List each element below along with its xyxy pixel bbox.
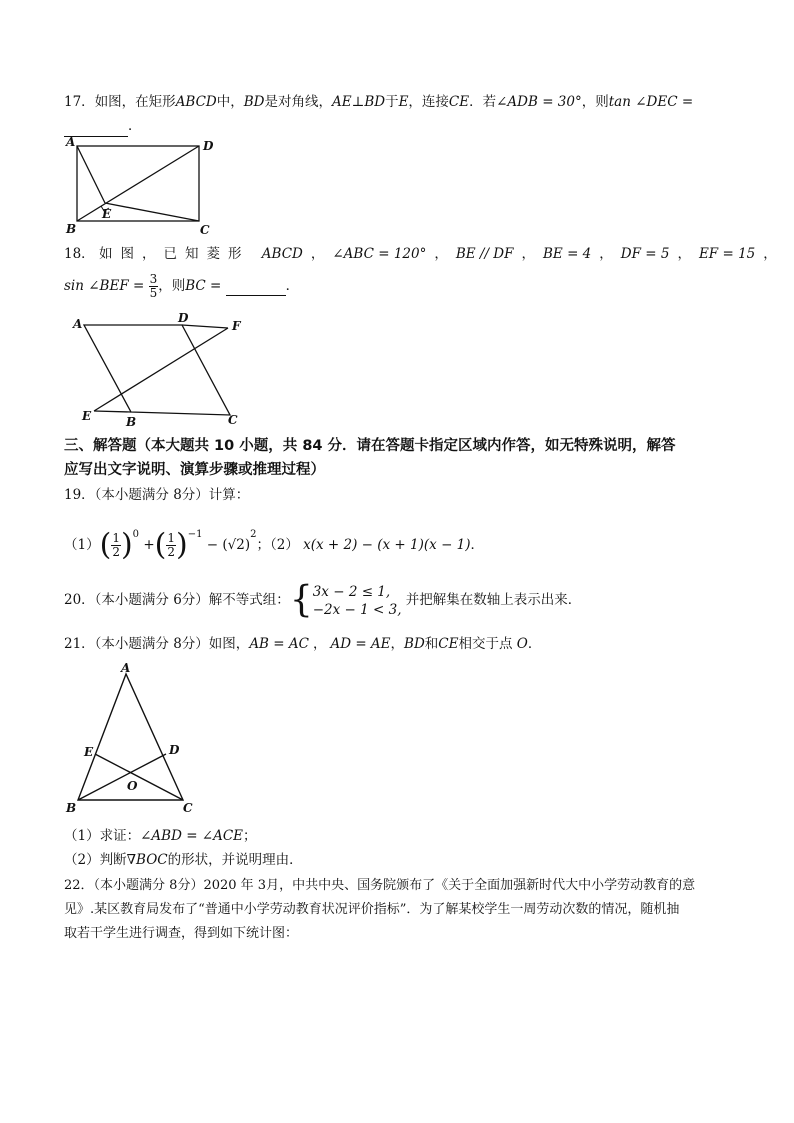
q18-char: 形 bbox=[227, 246, 250, 262]
q19-expressions bbox=[64, 515, 484, 565]
exponent-zero: 0 bbox=[132, 529, 140, 540]
label-c: C bbox=[200, 223, 210, 237]
q20-tail: 并把解集在数轴上表示出来． bbox=[405, 592, 582, 608]
section-header-line1: 三、解答题（本大题共 10 小题，共 84 分．请在答题卡指定区域内作答，如无特殊说明，解答 bbox=[64, 438, 676, 454]
paren-left: ( bbox=[154, 527, 167, 563]
segment-ce bbox=[95, 754, 183, 800]
math-ef: EF = 15 bbox=[698, 246, 756, 262]
paren-right: ) bbox=[176, 527, 188, 563]
inequality-1: 3x − 2 ≤ 1, bbox=[312, 583, 391, 600]
math-be: BE = 4 bbox=[543, 246, 592, 262]
label-b: B bbox=[66, 222, 77, 236]
math-angle-abc: ∠ABC = 120° bbox=[332, 246, 427, 262]
math-e: E bbox=[398, 94, 409, 110]
math-ad-ae: AD = AE bbox=[330, 636, 391, 652]
answer-blank bbox=[226, 277, 286, 296]
math-bd: BD bbox=[404, 636, 425, 652]
q17-text: 于 bbox=[385, 94, 399, 110]
math-ce: CE bbox=[448, 94, 470, 110]
label-a: A bbox=[73, 317, 83, 331]
math-df: DF = 5 bbox=[620, 246, 670, 262]
segment-df bbox=[182, 325, 228, 328]
frac-den: 2 bbox=[167, 545, 176, 559]
brace-left: { bbox=[289, 579, 313, 621]
q17-text: 如图，在矩形 bbox=[94, 94, 176, 110]
q21-triangle-figure bbox=[62, 660, 212, 820]
q18-char: 已 bbox=[163, 246, 185, 262]
math-expr2: x(x + 2) − (x + 1)(x − 1) bbox=[303, 537, 471, 553]
label-e: E bbox=[84, 745, 94, 759]
q17-text: ，则 bbox=[581, 94, 609, 110]
q21-text: 相交于点 bbox=[458, 636, 513, 652]
segment-ef bbox=[94, 328, 228, 411]
q21-lead: 21．（本小题满分 8分）如图， bbox=[64, 636, 250, 652]
math-sin-bef: sin ∠BEF = bbox=[64, 278, 145, 294]
math-triangle-boc: ∇BOC bbox=[126, 852, 168, 868]
exponent-neg-one: −1 bbox=[187, 529, 203, 540]
q19-header: 19．（本小题满分 8分）计算： bbox=[64, 487, 250, 503]
math-be-parallel-df: BE // DF bbox=[455, 246, 514, 262]
q17-line2 bbox=[64, 116, 142, 137]
frac-num: 3 bbox=[149, 272, 158, 286]
q18-line2 bbox=[64, 270, 299, 302]
q20-line bbox=[64, 580, 581, 620]
q22-line2: 见》.某区教育局发布了“普通中小学劳动教育状况评价指标”．为了解某校学生一周劳动次数的情况，随机抽 bbox=[64, 902, 680, 917]
plus-sign: + bbox=[143, 537, 155, 553]
label-b: B bbox=[66, 801, 77, 815]
q20-lead: 20．（本小题满分 6分）解不等式组： bbox=[64, 592, 290, 608]
label-d: D bbox=[178, 311, 189, 325]
math-ce: CE bbox=[438, 636, 459, 652]
label-f: F bbox=[232, 319, 241, 333]
q18-rhombus-figure bbox=[70, 310, 260, 430]
label-e: E bbox=[102, 207, 112, 221]
label-b: B bbox=[126, 415, 137, 429]
frac-num: 1 bbox=[112, 531, 120, 545]
segment-ae bbox=[77, 146, 105, 203]
math-abcd: ABCD bbox=[175, 94, 217, 110]
inequality-system bbox=[313, 583, 402, 619]
q19-part1-label: （1） bbox=[64, 537, 100, 553]
inequality-2: −2x − 1 < 3, bbox=[312, 601, 402, 618]
q21-sub1-lead: （1）求证： bbox=[64, 828, 141, 844]
label-d: D bbox=[203, 139, 214, 153]
frac-den: 5 bbox=[149, 286, 158, 300]
fraction-3-5 bbox=[149, 273, 159, 300]
label-d: D bbox=[169, 743, 180, 757]
q18-char: ， bbox=[141, 246, 164, 262]
q21-sub1-end: ； bbox=[243, 828, 257, 844]
label-a: A bbox=[66, 136, 76, 149]
math-angle-abd-ace: ∠ABD = ∠ACE bbox=[140, 828, 244, 844]
q21-sub1 bbox=[64, 826, 257, 846]
math-bc: BC = bbox=[185, 278, 222, 294]
q17-text: 中， bbox=[216, 94, 244, 110]
math-o: O bbox=[516, 636, 528, 652]
math-abcd: ABCD bbox=[261, 246, 303, 262]
q18-end: ． bbox=[285, 278, 300, 294]
segment-ce bbox=[105, 203, 199, 221]
q18-char: 图 bbox=[120, 246, 142, 262]
math-ab-ac: AB = AC bbox=[249, 636, 309, 652]
answer-blank bbox=[64, 116, 128, 137]
q18-sep: ， bbox=[599, 246, 613, 262]
q17-text: 是对角线， bbox=[264, 94, 333, 110]
math-tan-dec: tan ∠DEC = bbox=[608, 94, 694, 110]
q18-sep: ， bbox=[763, 246, 777, 262]
frac-den: 2 bbox=[112, 545, 120, 559]
frac-num: 1 bbox=[167, 531, 176, 545]
q21-sep: ， bbox=[312, 636, 327, 652]
fraction-one-half bbox=[166, 532, 176, 559]
q18-sep: ， bbox=[677, 246, 691, 262]
math-ae-perp-bd: AE⊥BD bbox=[332, 94, 386, 110]
q21-line bbox=[64, 634, 541, 654]
q18-char: 如 bbox=[98, 246, 121, 262]
q17-text: ，连接 bbox=[408, 94, 449, 110]
segment-eb bbox=[94, 411, 131, 412]
q22-line3: 取若干学生进行调查，得到如下统计图： bbox=[64, 926, 299, 941]
math-angle-adb: ∠ADB = 30° bbox=[496, 94, 582, 110]
q21-text: 和 bbox=[424, 636, 439, 652]
paren-right: ) bbox=[120, 527, 133, 563]
paren-left: ( bbox=[99, 527, 112, 563]
q21-end: ． bbox=[527, 636, 542, 652]
q18-text: ，则 bbox=[158, 278, 186, 294]
q21-sub2-lead: （2）判断 bbox=[64, 852, 127, 868]
label-a: A bbox=[121, 661, 131, 675]
section-header-line2: 应写出文字说明、演算步骤或推理过程） bbox=[64, 462, 325, 478]
q17-text: ．若 bbox=[469, 94, 497, 110]
q21-sub2-tail: 的形状，并说明理由． bbox=[167, 852, 303, 868]
q19-end: ． bbox=[470, 537, 485, 553]
exponent-two: 2 bbox=[250, 529, 257, 540]
q17-end: ． bbox=[128, 118, 142, 134]
q18-char: 菱 bbox=[206, 246, 228, 262]
q18-char: 知 bbox=[184, 246, 207, 262]
q21-sep: ， bbox=[390, 636, 405, 652]
q18-sep: ， bbox=[310, 246, 325, 262]
segment-bd bbox=[78, 754, 166, 800]
label-o: O bbox=[127, 779, 138, 793]
q21-sub2 bbox=[64, 850, 303, 870]
q17-rectangle-figure bbox=[62, 136, 232, 240]
q17-line1 bbox=[64, 92, 693, 112]
label-c: C bbox=[228, 413, 238, 427]
q18-line1 bbox=[64, 244, 777, 264]
label-c: C bbox=[183, 801, 193, 815]
question-number: 18． bbox=[64, 246, 95, 262]
q18-sep: ， bbox=[521, 246, 535, 262]
minus-sqrt2: − (√2) bbox=[206, 537, 251, 553]
q19-part2-label: ；（2） bbox=[256, 537, 299, 553]
math-bd: BD bbox=[243, 94, 265, 110]
q22-line1: 22．（本小题满分 8分）2020 年 3月，中共中央、国务院颁布了《关于全面加强新时代大中小学劳动教育的意 bbox=[64, 878, 696, 893]
rhombus-abcd bbox=[84, 325, 230, 415]
label-e: E bbox=[82, 409, 92, 423]
question-number: 17． bbox=[64, 94, 95, 110]
q18-sep: ， bbox=[434, 246, 448, 262]
fraction-one-half bbox=[111, 532, 121, 559]
